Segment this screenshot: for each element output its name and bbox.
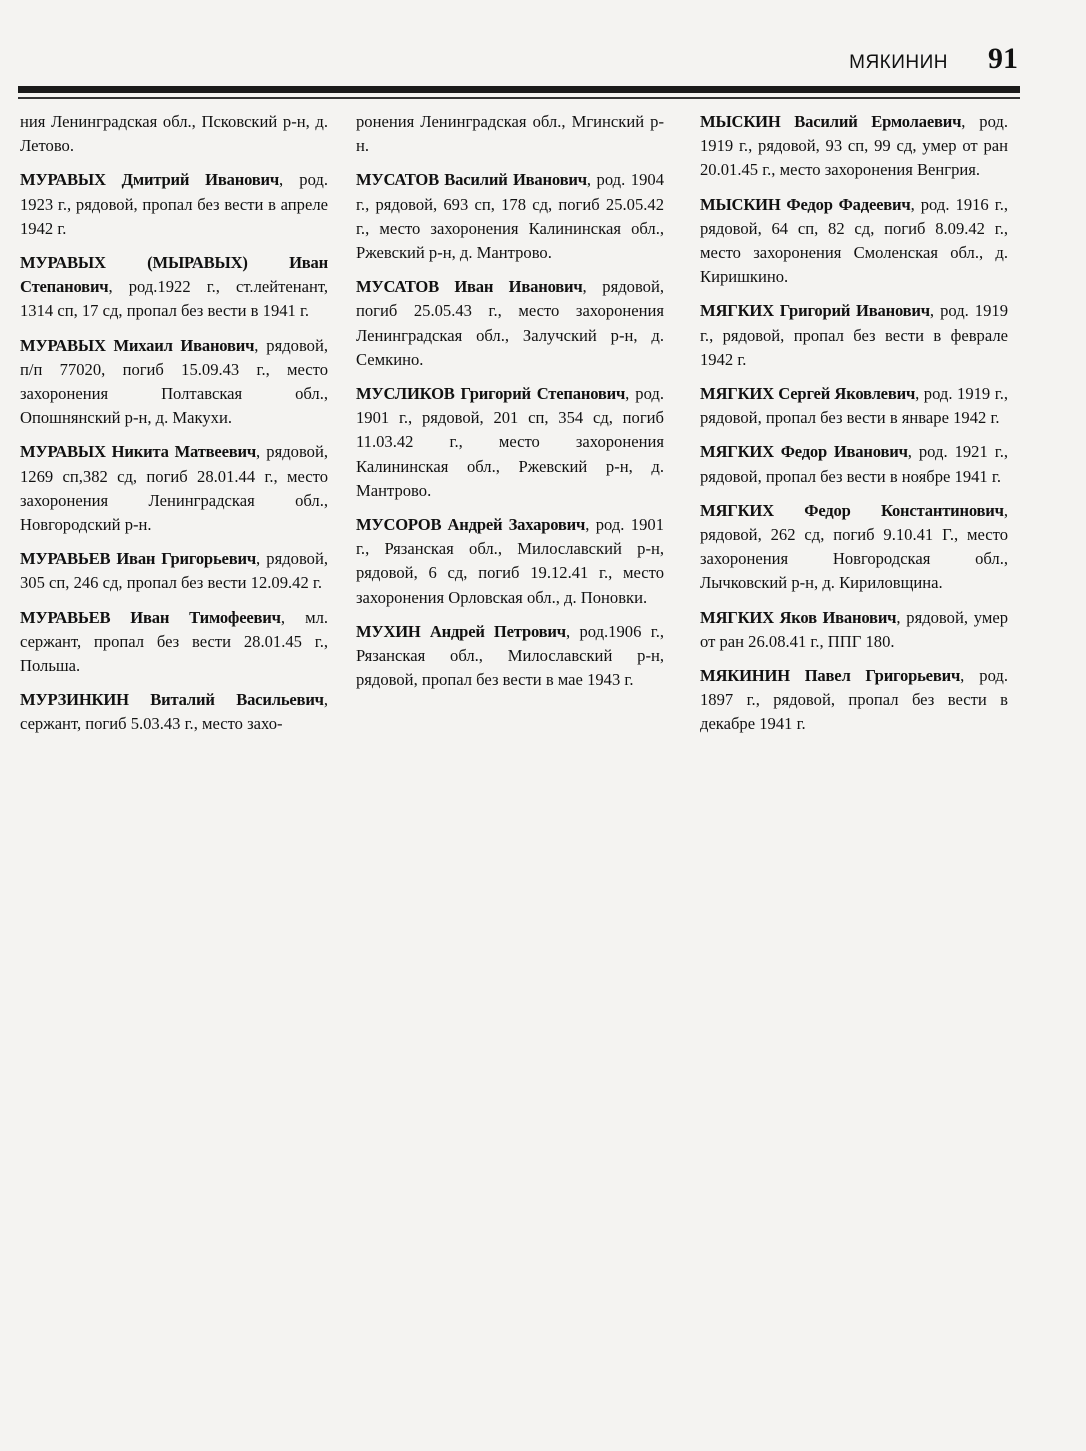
entry-name: МУСАТОВ Иван Иванович bbox=[356, 277, 583, 297]
entry-name: МЯГКИХ Федор Иванович bbox=[700, 442, 908, 462]
entry-name: МУРАВЫХ Дмитрий Иванович bbox=[20, 170, 280, 190]
entry-name: МЯГКИХ Григорий Иванович bbox=[700, 301, 930, 321]
entry-name: МУРАВЬЕВ Иван Григорьевич bbox=[20, 549, 256, 569]
entry bbox=[20, 168, 328, 241]
entry-name: МУСОРОВ Андрей Захарович bbox=[356, 515, 586, 535]
entry bbox=[700, 664, 1008, 737]
entry bbox=[700, 440, 1008, 488]
page-header bbox=[18, 40, 1018, 80]
entry-text: , рядовой, умер от ран 26.08.41 г., ППГ 180. bbox=[700, 607, 1008, 651]
entry bbox=[356, 382, 664, 503]
entry bbox=[20, 334, 328, 431]
entry-text: , род. 1919 г., рядовой, пропал без вести в январе 1942 г. bbox=[700, 384, 1008, 428]
entry-name: МУХИН Андрей Петрович bbox=[356, 621, 566, 641]
entry-name: МЯГКИХ Яков Иванович bbox=[700, 607, 897, 627]
entry-continuation: ронения Ленинградская обл., Мгинский р-н. bbox=[356, 112, 664, 156]
entry-text: , рядовой, 262 сд, погиб 9.10.41 Г., место захоронения Новгородская обл., Лычковский р-н, д. Кириловщина. bbox=[700, 500, 1008, 593]
entry bbox=[356, 168, 664, 265]
entry bbox=[700, 193, 1008, 290]
page-number: 91 bbox=[988, 42, 1018, 75]
entry bbox=[20, 440, 328, 537]
entry bbox=[700, 110, 1008, 183]
header-rule-thin bbox=[18, 97, 1020, 99]
column-3 bbox=[700, 110, 1008, 747]
entry-text: , род. 1919 г., рядовой, пропал без вести в феврале 1942 г. bbox=[700, 301, 1008, 369]
entry bbox=[20, 606, 328, 679]
entry bbox=[20, 547, 328, 595]
entry bbox=[356, 620, 664, 693]
entry-text: , род. 1916 г., рядовой, 64 сп, 82 сд, погиб 8.09.42 г., место захоронения Смоленская обл., д. Киришкино. bbox=[700, 194, 1008, 287]
entry-name: МУРЗИНКИН Виталий Васильевич bbox=[20, 690, 324, 710]
entry-continuation: ния Ленинградская обл., Псковский р-н, д. Летово. bbox=[20, 112, 328, 156]
entry-name: МЫСКИН Василий Ермолаевич bbox=[700, 112, 962, 131]
entry-name: МУРАВЫХ Никита Матвеевич bbox=[20, 442, 257, 462]
entry bbox=[700, 606, 1008, 654]
entry-name: МУРАВЫХ Михаил Иванович bbox=[20, 335, 255, 355]
entry-name: МЯГКИХ Федор Константинович bbox=[700, 500, 1004, 520]
entry bbox=[356, 513, 664, 610]
entry-text: , род. 1919 г., рядовой, 93 сп, 99 сд, умер от ран 20.01.45 г., место захоронения Венгрия. bbox=[700, 112, 1008, 180]
entry-name: МУСАТОВ Василий Иванович bbox=[356, 170, 587, 190]
entry-text: , рядовой, погиб 25.05.43 г., место захоронения Ленинградская обл., Залучский р-н, д. Семкино. bbox=[356, 277, 664, 369]
entry-text: , род. 1904 г., рядовой, 693 сп, 178 сд, погиб 25.05.42 г., место захоронения Калининская обл., Ржевский р-н, д. Мантрово. bbox=[356, 170, 664, 263]
entry bbox=[700, 499, 1008, 596]
entry-text: , рядовой, п/п 77020, погиб 15.09.43 г., место захоронения Полтавская обл., Опошнянский р-н, д. Макухи. bbox=[20, 335, 328, 428]
entry-text: , род. 1901 г., рядовой, 201 сп, 354 сд, погиб 11.03.42 г., место захоронения Калининская обл., Ржевский р-н, д. Мантрово. bbox=[356, 384, 664, 500]
entry-text: , род.1922 г., ст.лейтенант, 1314 сп, 17 сд, пропал без вести в 1941 г. bbox=[20, 277, 328, 321]
entry bbox=[20, 251, 328, 324]
entry-name: МУРАВЬЕВ Иван Тимофеевич bbox=[20, 607, 281, 627]
entry-name: МЯКИНИН Павел Григорьевич bbox=[700, 666, 961, 686]
entry-text: , рядовой, 305 сп, 246 сд, пропал без вести 12.09.42 г. bbox=[20, 549, 328, 593]
entry-text: , сержант, погиб 5.03.43 г., место захо- bbox=[20, 690, 328, 734]
header-rule-thick bbox=[18, 86, 1020, 93]
entry-name: МУРАВЫХ (МЫРАВЫХ) Иван Степанович bbox=[20, 253, 328, 297]
entry-name: МЫСКИН Федор Фадеевич bbox=[700, 194, 911, 214]
entry bbox=[700, 299, 1008, 372]
entry bbox=[20, 688, 328, 736]
entry-text: , род. 1923 г., рядовой, пропал без вести в апреле 1942 г. bbox=[20, 170, 328, 238]
entry-text: , мл. сержант, пропал без вести 28.01.45 г., Польша. bbox=[20, 607, 329, 676]
entry-text: , род. 1897 г., рядовой, пропал без вести в декабре 1941 г. bbox=[700, 666, 1008, 734]
entry bbox=[700, 382, 1008, 430]
entry-text: , род. 1921 г., рядовой, пропал без вести в ноябре 1941 г. bbox=[700, 442, 1009, 486]
entry-name: МУСЛИКОВ Григорий Степанович bbox=[356, 384, 626, 404]
entry bbox=[356, 275, 664, 372]
column-1 bbox=[20, 110, 328, 747]
entry-text: , рядовой, 1269 сп,382 сд, погиб 28.01.44 г., место захоронения Ленинградская обл., Новгородский р-н. bbox=[20, 442, 328, 535]
entry-text: , род. 1901 г., Рязанская обл., Милославский р-н, рядовой, 6 сд, погиб 19.12.41 г., место захоронения Орловская обл., д. Поновки. bbox=[356, 515, 664, 607]
running-head: МЯКИНИН bbox=[849, 52, 948, 73]
entry-name: МЯГКИХ Сергей Яковлевич bbox=[700, 384, 916, 404]
column-2 bbox=[356, 110, 664, 702]
entry-text: , род.1906 г., Рязанская обл., Милославский р-н, рядовой, пропал без вести в мае 1943 г. bbox=[356, 621, 664, 690]
